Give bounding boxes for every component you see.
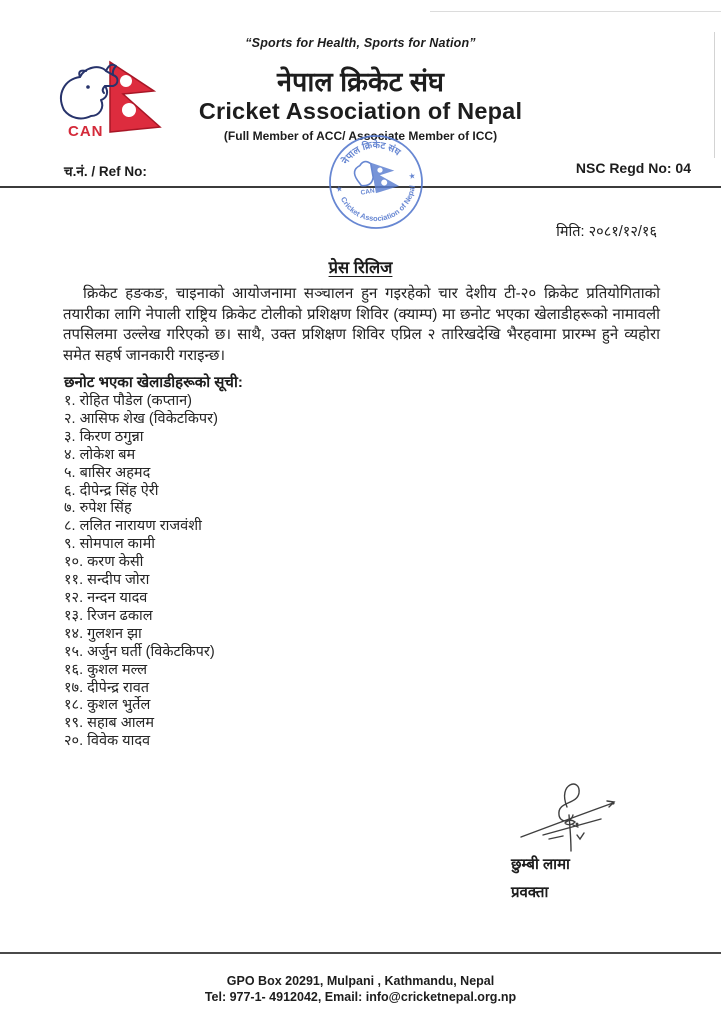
motto-quote: “Sports for Health, Sports for Nation”: [245, 36, 476, 50]
player-list-item: ४. लोकेश बम: [64, 446, 136, 463]
players-list-heading: छनोट भएका खेलाडीहरूको सूची:: [64, 374, 243, 391]
press-release-body: क्रिकेट हङकङ, चाइनाको आयोजनामा सञ्चालन हुन गइरहेको चार देशीय टी-२० क्रिकेट प्रतियोगिताको तयारीका लागि नेपाली राष्ट्रिय क्रिकेट टोलीको प्रशिक्षण शिविर (क्याम्प) मा छनोट भएका खेलाडीहरूको नामावली तपसिलमा उल्लेख गरिएको छ। साथै, उक्त प्रशिक्षण शिविर एप्रिल २ तारिखदेखि भैरहवामा प्रारम्भ हुने व्यहोरा समेत सहर्ष जानकारी गराइन्छ।: [63, 285, 660, 364]
stamp-bottom-text: Cricket Association of Nepal: [338, 184, 417, 224]
membership-line: (Full Member of ACC/ Associate Member of ICC): [223, 129, 498, 143]
player-list-item: २. आसिफ शेख (विकेटकिपर): [64, 410, 218, 427]
player-list-item: १०. करण केसी: [64, 554, 144, 571]
player-list-item: १२. नन्दन यादव: [64, 589, 148, 606]
player-list-item: ८. ललित नारायण राजवंशी: [64, 518, 202, 535]
player-list-item: १४. गुलशन झा: [64, 625, 142, 642]
stamp-center-acronym: CAN: [360, 187, 376, 197]
ref-no-label: च.नं. / Ref No:: [64, 164, 147, 179]
stamp-seal-icon: [318, 124, 434, 240]
footer-divider-line: [0, 952, 721, 954]
stamp-star-left-icon: ★: [334, 183, 344, 195]
player-list-item: १३. रिजन ढकाल: [64, 607, 153, 624]
org-name-nepali: नेपाल क्रिकेट संघ: [277, 67, 444, 97]
player-list-item: ५. बासिर अहमद: [64, 464, 151, 481]
press-release-title: प्रेस रिलिज: [328, 259, 393, 277]
logo-acronym: CAN: [68, 123, 104, 140]
player-list-item: ९. सोमपाल कामी: [64, 536, 155, 553]
player-list-item: १९. सहाब आलम: [64, 715, 155, 732]
signatory-title: प्रवक्ता: [511, 884, 549, 901]
player-list-item: ६. दीपेन्द्र सिंह ऐरी: [64, 482, 159, 499]
footer-address: GPO Box 20291, Mulpani , Kathmandu, Nepal: [226, 974, 495, 988]
org-name-english: Cricket Association of Nepal: [198, 98, 523, 124]
date-line: मिति: २०८१/१२/१६: [556, 224, 657, 240]
player-list-item: २०. विवेक यादव: [64, 733, 151, 750]
stamp-star-right-icon: ★: [407, 171, 417, 182]
player-list-item: ३. किरण ठगुन्ना: [64, 428, 144, 445]
scan-artifact-line-top: [430, 11, 721, 12]
stamp-top-text: नेपाल क्रिकेट संघ: [340, 139, 403, 167]
player-list-item: १. रोहित पौडेल (कप्तान): [64, 393, 192, 409]
players-list: [64, 393, 218, 751]
signature-block: [505, 773, 665, 902]
nsc-regd-label: NSC Regd No: 04: [575, 160, 691, 176]
signatory-name: छुम्बी लामा: [511, 856, 570, 873]
official-stamp: [318, 124, 434, 240]
player-list-item: १६. कुशल मल्ल: [64, 661, 148, 678]
footer-contact: Tel: 977-1- 4912042, Email: info@cricketnepal.org.np: [204, 990, 517, 1004]
player-list-item: ११. सन्दीप जोरा: [64, 572, 150, 589]
player-list-item: १७. दीपेन्द्र रावत: [64, 679, 150, 696]
handwritten-signature-icon: [513, 773, 635, 853]
player-list-item: १५. अर्जुन घर्ती (विकेटकिपर): [64, 643, 215, 660]
player-list-item: १८. कुशल भुर्तेल: [64, 697, 151, 714]
player-list-item: ७. रुपेश सिंह: [64, 500, 132, 517]
